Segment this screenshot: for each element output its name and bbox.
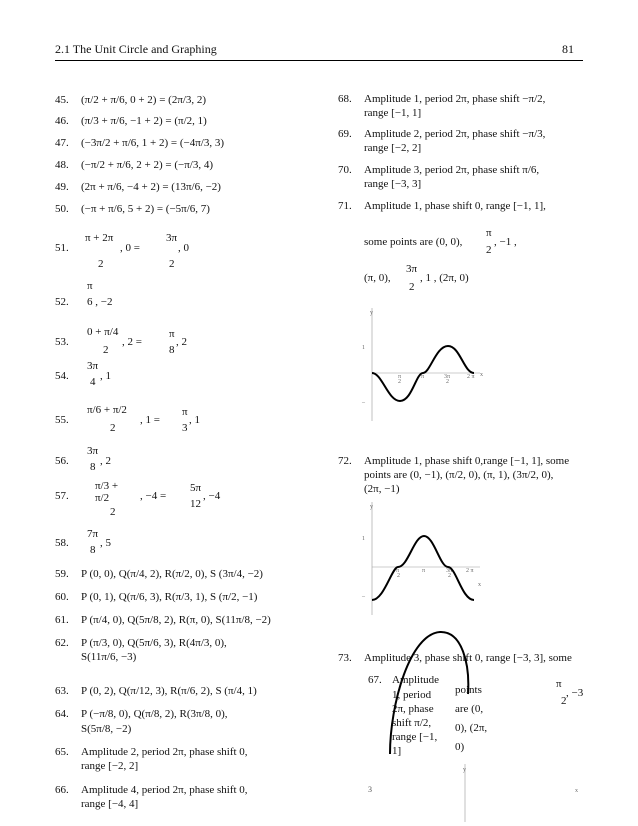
answer-number: 67. <box>368 674 382 686</box>
y-axis-label: y <box>370 310 373 316</box>
fraction-numerator: 3π <box>166 232 178 244</box>
answer-number: 62. <box>55 637 69 649</box>
y-tick-1: 1 <box>362 345 365 351</box>
answer-63 <box>55 685 257 697</box>
fraction-rest: , 2 <box>176 336 187 348</box>
answer-71-line3: (π, 0), <box>364 272 391 284</box>
answer-number: 73. <box>338 652 352 664</box>
graph-71 <box>360 306 490 426</box>
answer-text: Amplitude 1, period 2π, phase shift −π/2, <box>364 93 546 105</box>
x-tick-3pi-over-2-den: 2 <box>446 379 449 385</box>
x-axis-label: x <box>478 582 481 588</box>
answer-64-cont: S(5π/8, −2) <box>81 723 132 735</box>
y-tick-neg1: – <box>362 400 365 406</box>
answer-47 <box>55 137 224 149</box>
x-tick-2pi: 2 π <box>467 374 475 380</box>
answer-number: 59. <box>55 568 69 580</box>
fraction-numerator: π/3 + <box>95 480 119 492</box>
answer-text: P (0, 1), Q(π/6, 3), R(π/3, 1), S (π/2, −1) <box>81 591 258 603</box>
answer-62 <box>55 637 227 649</box>
fraction-numerator: π + 2π <box>85 232 114 244</box>
answer-68 <box>338 93 545 105</box>
answer-49 <box>55 181 221 193</box>
answer-68-cont: range [−1, 1] <box>364 107 422 119</box>
answer-67-line-6: 1] <box>392 745 402 757</box>
answer-67-col2-1: points <box>455 684 482 696</box>
y-tick-neg1: – <box>362 594 365 600</box>
fraction-rest: , 2 <box>100 455 111 467</box>
fraction-numerator: π <box>182 406 188 418</box>
fraction-rest: , −4 <box>203 490 221 502</box>
answer-number: 70. <box>338 164 352 176</box>
answer-number: 47. <box>55 137 69 149</box>
answer-number: 52. <box>55 296 69 308</box>
fraction-denominator: 3 <box>182 422 188 434</box>
answer-71-line2: some points are (0, 0), <box>364 236 463 248</box>
fraction-denominator: 2 <box>486 244 492 256</box>
answer-66 <box>55 784 248 796</box>
answer-67-col2-3: 0), (2π, <box>455 722 488 734</box>
fraction-rest: , −3 <box>566 687 584 699</box>
fraction-denominator: 8 <box>90 461 96 473</box>
fraction-numerator: 3π <box>406 263 418 275</box>
fraction-rest: , 1 <box>189 414 200 426</box>
answer-number: 49. <box>55 181 69 193</box>
answer-72 <box>338 455 569 467</box>
answer-number: 46. <box>55 115 69 127</box>
answer-67-col2-2: are (0, <box>455 703 484 715</box>
answer-45 <box>55 94 206 106</box>
header-rule <box>55 60 583 61</box>
answer-number: 68. <box>338 93 352 105</box>
answer-70-cont: range [−3, 3] <box>364 178 422 190</box>
answer-65 <box>55 746 248 758</box>
answer-46 <box>55 115 207 127</box>
fraction-numerator-2: π/2 <box>95 492 110 504</box>
answer-number: 72. <box>338 455 352 467</box>
answer-50 <box>55 203 210 215</box>
answer-67-line-2: 1, period <box>392 689 432 701</box>
fraction-rest: , −1 , <box>494 236 517 248</box>
x-tick-2pi: 2 π <box>466 568 474 574</box>
answer-text: P (−π/8, 0), Q(π/8, 2), R(3π/8, 0), <box>81 708 228 720</box>
answer-number: 56. <box>55 455 69 467</box>
answer-text: Amplitude 3, period 2π, phase shift π/6, <box>364 164 540 176</box>
answer-text: (2π + π/6, −4 + 2) = (13π/6, −2) <box>81 181 221 193</box>
answer-number: 55. <box>55 414 69 426</box>
fraction-denominator: 8 <box>90 544 96 556</box>
x-tick-3pi-over-2: 3π <box>446 568 453 574</box>
fraction-rest: , 0 = <box>120 242 140 254</box>
x-axis-label: x <box>480 372 483 378</box>
answer-text: (π/3 + π/6, −1 + 2) = (π/2, 1) <box>81 115 207 127</box>
sine-curve <box>372 346 474 401</box>
answer-number: 54. <box>55 370 69 382</box>
answer-text: Amplitude 3, phase shift 0, range [−3, 3], some <box>364 652 572 664</box>
answer-text: Amplitude 1, phase shift 0,range [−1, 1], some <box>364 455 570 467</box>
answer-number: 71. <box>338 200 352 212</box>
answer-text: (−3π/2 + π/6, 1 + 2) = (−4π/3, 3) <box>81 137 224 149</box>
x-tick-pi: π <box>422 568 426 574</box>
x-axis-label: x <box>575 788 578 794</box>
fraction-denominator: 2 <box>98 258 104 270</box>
fraction-rest: , 1 <box>100 370 111 382</box>
answer-number: 64. <box>55 708 69 720</box>
answer-59 <box>55 568 263 580</box>
fraction-denominator: 8 <box>169 344 175 356</box>
y-tick-1: 1 <box>362 536 365 542</box>
x-tick-3pi-over-2: 3π <box>444 374 451 380</box>
answer-61 <box>55 614 271 626</box>
answer-number: 57. <box>55 490 69 502</box>
answer-number: 63. <box>55 685 69 697</box>
answer-67-col2-4: 0) <box>455 741 465 753</box>
fraction-numerator: 3π <box>87 360 99 372</box>
answer-64 <box>55 708 228 720</box>
answer-67-line-4: shift π/2, <box>392 717 432 729</box>
x-tick-pi-over-2: π <box>398 374 402 380</box>
answer-70 <box>338 164 539 176</box>
answer-number: 58. <box>55 537 69 549</box>
answer-72-cont: points are (0, −1), (π/2, 0), (π, 1), (3π/2, 0), <box>364 469 554 481</box>
answer-number: 45. <box>55 94 69 106</box>
answer-65-cont: range [−2, 2] <box>81 760 139 772</box>
running-header-title: 2.1 The Unit Circle and Graphing <box>55 42 217 56</box>
answer-67-line-1: Amplitude <box>392 674 440 686</box>
fraction-denominator: 2 <box>103 344 109 356</box>
x-tick-pi-over-2-den: 2 <box>398 379 401 385</box>
answer-text: Amplitude 4, period 2π, phase shift 0, <box>81 784 248 796</box>
fraction-numerator: π <box>87 280 93 292</box>
fraction-numerator: 5π <box>190 482 202 494</box>
graph-72 <box>360 500 490 620</box>
answer-number: 51. <box>55 242 69 254</box>
answer-text: P (π/4, 0), Q(5π/8, 2), R(π, 0), S(11π/8, −2) <box>81 614 271 626</box>
fraction-numerator: π <box>486 227 492 239</box>
fraction-rest: , 1 , (2π, 0) <box>420 272 469 284</box>
fraction-denominator: 2 <box>409 281 415 293</box>
fraction-rest: , 5 <box>100 537 111 549</box>
answer-text: P (0, 0), Q(π/4, 2), R(π/2, 0), S (3π/4, −2) <box>81 568 263 580</box>
y-axis-label: y <box>370 504 373 510</box>
x-tick-pi: π <box>421 374 425 380</box>
answer-text: P (0, 2), Q(π/12, 3), R(π/6, 2), S (π/4, 1) <box>81 685 257 697</box>
fraction-numerator: 0 + π/4 <box>87 326 119 338</box>
fraction-numerator: π <box>556 678 562 690</box>
answer-number: 66. <box>55 784 69 796</box>
answer-71 <box>338 200 546 212</box>
answer-text: Amplitude 2, period 2π, phase shift 0, <box>81 746 248 758</box>
fraction-rest: , 0 <box>178 242 189 254</box>
answer-number: 65. <box>55 746 69 758</box>
fraction-denominator: 2 <box>110 506 116 518</box>
answer-text: Amplitude 1, phase shift 0, range [−1, 1], <box>364 200 546 212</box>
fraction-rest: , 2 = <box>122 336 142 348</box>
answer-67-line-5: range [−1, <box>392 731 438 743</box>
x-tick-pi-over-2: π <box>396 568 400 574</box>
answer-69-cont: range [−2, 2] <box>364 142 422 154</box>
answer-number: 50. <box>55 203 69 215</box>
answer-text: (−π/2 + π/6, 2 + 2) = (−π/3, 4) <box>81 159 213 171</box>
fraction-rest: 6 , −2 <box>87 296 113 308</box>
answer-number: 61. <box>55 614 69 626</box>
answer-67-line-3: 2π, phase <box>392 703 434 715</box>
answer-number: 69. <box>338 128 352 140</box>
fraction-numerator: 3π <box>87 445 99 457</box>
y-axis-label: y <box>463 767 466 773</box>
answer-text: P (π/3, 0), Q(5π/6, 3), R(4π/3, 0), <box>81 637 227 649</box>
answer-48 <box>55 159 213 171</box>
fraction-rest: , −4 = <box>140 490 167 502</box>
fraction-denominator: 2 <box>169 258 175 270</box>
answer-text: (π/2 + π/6, 0 + 2) = (2π/3, 2) <box>81 94 207 106</box>
answer-69 <box>338 128 545 140</box>
answer-number: 53. <box>55 336 69 348</box>
fraction-numerator: 7π <box>87 528 99 540</box>
x-tick-3pi-over-2-den: 2 <box>448 573 451 579</box>
fraction-denominator: 2 <box>561 695 567 707</box>
answer-text: Amplitude 2, period 2π, phase shift −π/3, <box>364 128 546 140</box>
answer-number: 60. <box>55 591 69 603</box>
answer-60 <box>55 591 257 603</box>
answer-number: 48. <box>55 159 69 171</box>
fraction-rest: , 1 = <box>140 414 160 426</box>
x-tick-pi-over-2-den: 2 <box>397 573 400 579</box>
fraction-numerator: π <box>169 328 175 340</box>
answer-62-cont: S(11π/6, −3) <box>81 651 137 663</box>
y-tick-3: 3 <box>368 785 372 794</box>
answer-66-cont: range [−4, 4] <box>81 798 139 810</box>
fraction-denominator: 2 <box>110 422 116 434</box>
fraction-denominator: 4 <box>90 376 96 388</box>
fraction-numerator: π/6 + π/2 <box>87 404 127 416</box>
answer-72-cont2: (2π, −1) <box>364 483 400 495</box>
answer-text: (−π + π/6, 5 + 2) = (−5π/6, 7) <box>81 203 210 215</box>
page-number: 81 <box>562 42 574 56</box>
fraction-denominator: 12 <box>190 498 201 510</box>
